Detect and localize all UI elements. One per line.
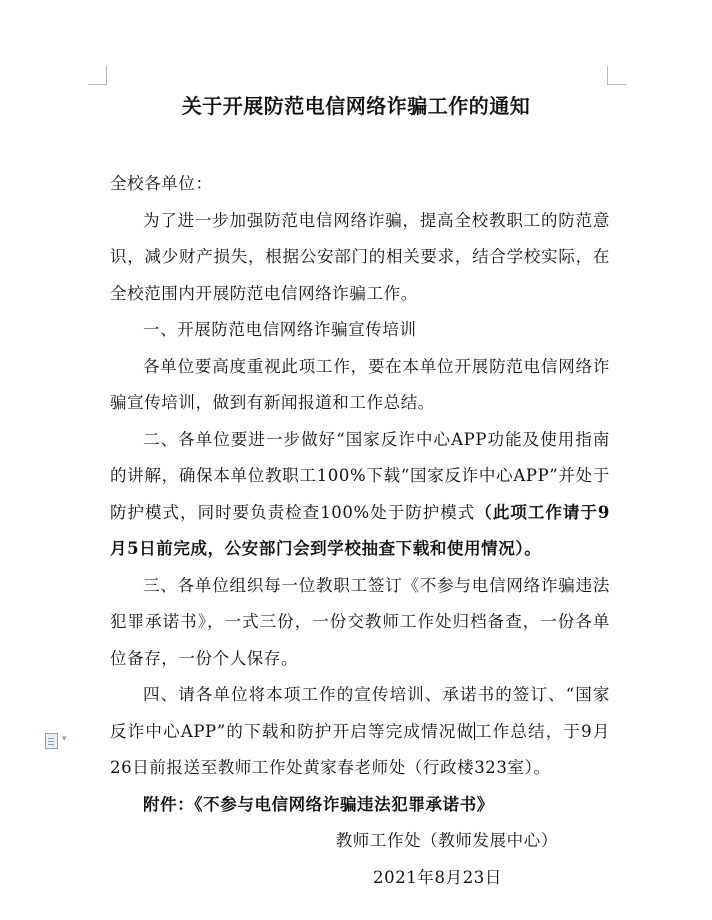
section-4-text-part-1: 四、请各单位将本项工作的宣传培训、承诺书的签订、“国家反诈中心APP”的下载和防护开启等完成情况做 [110, 685, 610, 741]
section-1-heading[interactable]: 一、开展防范电信网络诈骗宣传培训 [143, 320, 417, 339]
document-title[interactable]: 关于开展防范电信网络诈骗工作的通知 [181, 94, 531, 118]
document-body[interactable] [110, 166, 610, 896]
document-icon[interactable] [45, 732, 75, 750]
section-4-text-part-2: 工作总结，于9月26日前报送至教师工作处黄家春老师处（行政楼323室）。 [110, 721, 610, 777]
section-2-deadline-note: （此项工作请于9月5日前完成，公安部门会到学校抽查下载和使用情况）。 [110, 502, 610, 558]
document-date[interactable]: 2021年8月23日 [373, 867, 502, 887]
chevron-down-icon: ▾ [62, 734, 67, 744]
section-3-paragraph[interactable]: 三、各单位组织每一位教职工签订《不参与电信网络诈骗违法犯罪承诺书》，一式三份，一份交教师工作处归档备查，一份各单位备存，一份个人保存。 [110, 575, 610, 668]
section-4-paragraph[interactable] [110, 677, 610, 787]
section-1-body[interactable]: 各单位要高度重视此项工作，要在本单位开展防范电信网络诈骗宣传培训，做到有新闻报道和工作总结。 [110, 356, 610, 412]
margin-corner-top-right [607, 66, 626, 85]
section-2-text: 二、各单位要进一步做好“国家反诈中心APP功能及使用指南的讲解，确保本单位教职工100%下载“国家反诈中心APP”并处于防护模式，同时要负责检查100%处于防护模式 [110, 429, 610, 522]
document-sheet-icon [45, 733, 58, 749]
margin-corner-top-left [88, 66, 107, 85]
signature[interactable]: 教师工作处（教师发展中心） [335, 831, 558, 850]
intro-paragraph[interactable]: 为了进一步加强防范电信网络诈骗，提高全校教职工的防范意识，减少财产损失，根据公安部门的相关要求，结合学校实际，在全校范围内开展防范电信网络诈骗工作。 [110, 210, 610, 303]
salutation[interactable]: 全校各单位： [110, 174, 213, 193]
section-2-paragraph[interactable] [110, 422, 610, 568]
attachment-line[interactable]: 附件：《不参与电信网络诈骗违法犯罪承诺书》 [143, 794, 494, 814]
